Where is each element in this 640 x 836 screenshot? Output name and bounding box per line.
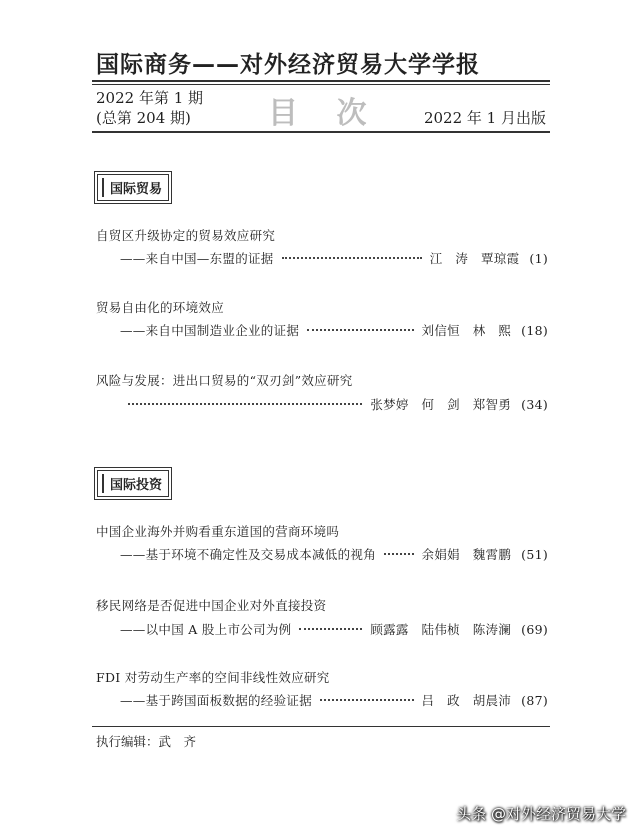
leader-dots bbox=[320, 699, 414, 701]
total-issue-number: (总第 204 期) bbox=[96, 109, 191, 127]
article-title[interactable]: FDI 对劳动生产率的空间非线性效应研究 bbox=[96, 670, 330, 685]
article-page: (34) bbox=[521, 397, 548, 412]
article-subtitle: ——来自中国制造业企业的证据 bbox=[120, 323, 300, 338]
article-entry[interactable] bbox=[120, 395, 548, 413]
article-entry[interactable] bbox=[120, 620, 548, 638]
editor-rule bbox=[92, 726, 550, 727]
rule-thin bbox=[92, 84, 550, 85]
article-authors: 吕 政 胡晨沛 bbox=[421, 693, 512, 708]
article-title[interactable]: 中国企业海外并购看重东道国的营商环境吗 bbox=[96, 524, 340, 539]
article-authors: 张梦婷 何 剑 郑智勇 bbox=[370, 397, 512, 412]
leader-dots bbox=[384, 553, 414, 555]
article-entry[interactable] bbox=[120, 249, 548, 267]
article-subtitle: ——来自中国—东盟的证据 bbox=[120, 251, 274, 266]
leader-dots bbox=[128, 403, 362, 405]
executive-editor: 执行编辑：武 齐 bbox=[96, 734, 197, 749]
article-subtitle: ——基于环境不确定性及交易成本减低的视角 bbox=[120, 547, 377, 562]
toc-label: 目 次 bbox=[268, 96, 381, 131]
article-title[interactable]: 贸易自由化的环境效应 bbox=[96, 300, 225, 315]
leader-dots bbox=[307, 329, 413, 331]
article-title[interactable]: 自贸区升级协定的贸易效应研究 bbox=[96, 228, 276, 243]
section-heading-label: 国际贸易 bbox=[97, 174, 169, 201]
article-page: (51) bbox=[521, 547, 548, 562]
article-authors: 刘信恒 林 熙 bbox=[421, 323, 512, 338]
article-title[interactable]: 风险与发展：进出口贸易的“双刃剑”效应研究 bbox=[96, 373, 353, 388]
leader-dots bbox=[282, 257, 422, 259]
article-title[interactable]: 移民网络是否促进中国企业对外直接投资 bbox=[96, 598, 327, 613]
article-entry[interactable] bbox=[120, 545, 548, 563]
article-page: (18) bbox=[521, 323, 548, 338]
issue-number: 2022 年第 1 期 bbox=[96, 89, 204, 107]
article-page: (1) bbox=[529, 251, 548, 266]
section-heading-investment bbox=[94, 467, 172, 500]
watermark: 头条 @对外经济贸易大学 bbox=[456, 805, 626, 823]
article-page: (69) bbox=[521, 622, 548, 637]
article-authors: 江 涛 覃琼霞 bbox=[429, 251, 520, 266]
article-entry[interactable] bbox=[120, 691, 548, 709]
rule-bottom bbox=[92, 131, 550, 133]
article-entry[interactable] bbox=[120, 321, 548, 339]
article-authors: 余娟娟 魏霄鹏 bbox=[421, 547, 512, 562]
leader-dots bbox=[299, 628, 362, 630]
article-page: (87) bbox=[521, 693, 548, 708]
journal-title: 国际商务——对外经济贸易大学学报 bbox=[96, 52, 480, 78]
section-heading-trade bbox=[94, 171, 172, 204]
article-authors: 顾露露 陆伟桢 陈涛澜 bbox=[370, 622, 512, 637]
rule-thick bbox=[92, 80, 550, 82]
article-subtitle: ——基于跨国面板数据的经验证据 bbox=[120, 693, 313, 708]
section-heading-label: 国际投资 bbox=[97, 470, 169, 497]
publication-date: 2022 年 1 月出版 bbox=[423, 109, 546, 127]
article-subtitle: ——以中国 A 股上市公司为例 bbox=[120, 622, 292, 637]
